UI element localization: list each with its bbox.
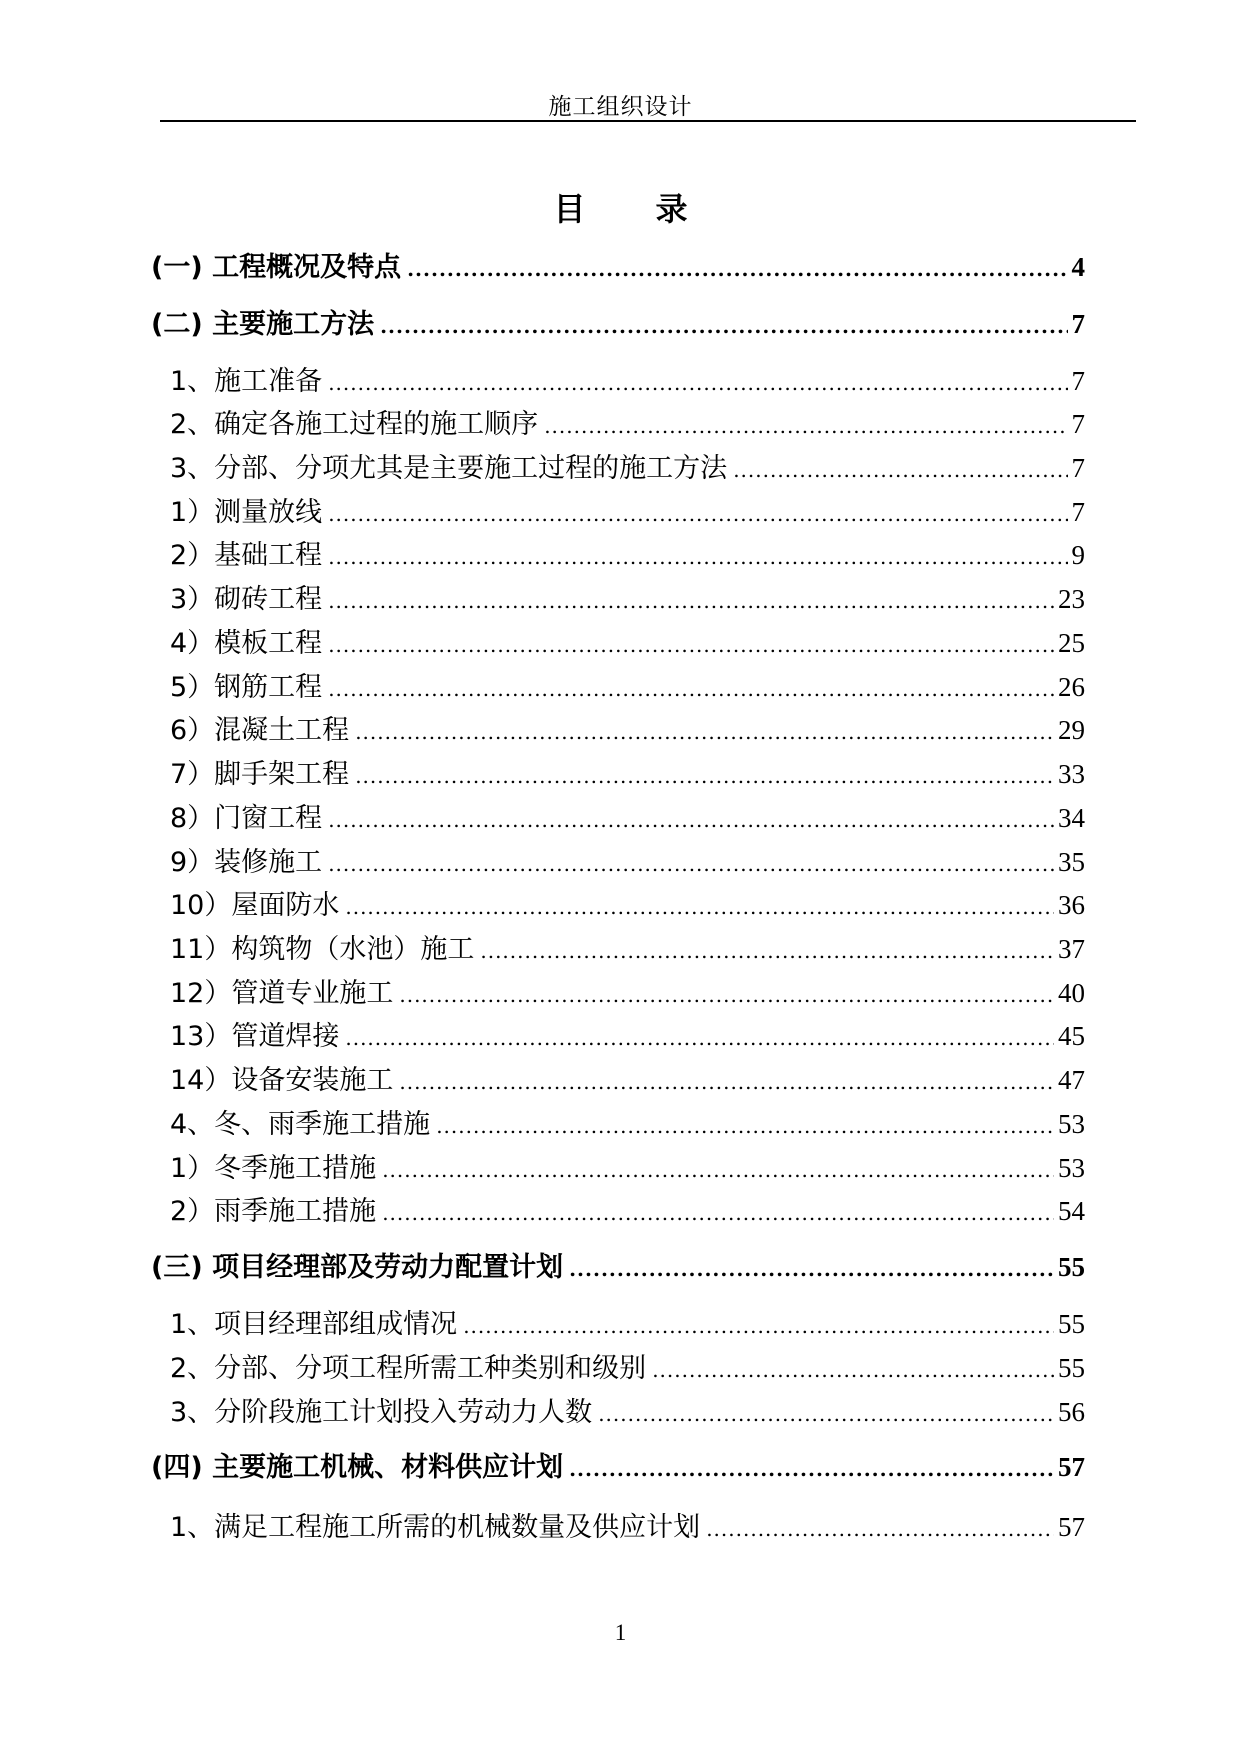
toc-entry-page: 53 — [1058, 1109, 1085, 1139]
toc-entry-label: 1）冬季施工措施 — [170, 1153, 377, 1184]
toc-entry-label: 12）管道专业施工 — [170, 978, 394, 1009]
toc-entry-page: 34 — [1058, 803, 1085, 833]
toc-entry-page: 57 — [1058, 1512, 1085, 1542]
toc-entry-page: 26 — [1058, 672, 1085, 702]
dot-leader — [569, 1457, 1054, 1481]
toc-entry-label: 4、冬、雨季施工措施 — [170, 1109, 431, 1140]
toc-entry-page: 57 — [1058, 1452, 1085, 1482]
toc-entry[interactable] — [170, 402, 1085, 441]
toc-title-left: 目 — [553, 190, 586, 228]
dot-leader — [328, 502, 1067, 526]
toc-entry[interactable] — [170, 446, 1085, 485]
toc-entry[interactable] — [170, 971, 1085, 1010]
toc-entry[interactable] — [170, 883, 1085, 922]
dot-leader — [399, 1070, 1054, 1094]
toc-entry-label: 1、施工准备 — [170, 366, 323, 397]
dot-leader — [380, 314, 1067, 338]
toc-entry[interactable] — [170, 577, 1085, 616]
dot-leader — [407, 257, 1067, 281]
dot-leader — [355, 764, 1054, 788]
toc-entry-page: 7 — [1071, 366, 1085, 396]
toc-entry-label: 5）钢筋工程 — [170, 672, 323, 703]
toc-entry-page: 55 — [1058, 1252, 1085, 1282]
toc-entry-page: 7 — [1071, 409, 1085, 439]
dot-leader — [399, 983, 1054, 1007]
toc-entry[interactable] — [170, 1189, 1085, 1228]
toc-entry[interactable] — [151, 302, 1085, 341]
toc-entry-page: 37 — [1058, 934, 1085, 964]
toc-entry-page: 23 — [1058, 584, 1085, 614]
toc-entry[interactable] — [170, 359, 1085, 398]
toc-entry[interactable] — [151, 1245, 1085, 1284]
dot-leader — [733, 458, 1067, 482]
toc-entry-page: 45 — [1058, 1021, 1085, 1051]
toc-entry-page: 4 — [1071, 252, 1085, 282]
dot-leader — [569, 1257, 1054, 1281]
toc-entry-label: 2、分部、分项工程所需工种类别和级别 — [170, 1353, 647, 1384]
dot-leader — [544, 414, 1067, 438]
toc-title-right: 录 — [655, 190, 688, 228]
toc-entry[interactable] — [170, 621, 1085, 660]
dot-leader — [480, 939, 1054, 963]
toc-entry-label: 3、分阶段施工计划投入劳动力人数 — [170, 1397, 593, 1428]
page-number: 1 — [614, 1620, 627, 1645]
dot-leader — [706, 1517, 1054, 1541]
toc-entry-label: (三) 项目经理部及劳动力配置计划 — [151, 1252, 564, 1283]
toc-entry-page: 55 — [1058, 1353, 1085, 1383]
toc-entry-label: 8）门窗工程 — [170, 803, 323, 834]
dot-leader — [652, 1358, 1054, 1382]
toc-entry[interactable] — [170, 1390, 1085, 1429]
running-header: 施工组织设计 — [548, 94, 693, 120]
toc-entry-label: 9）装修施工 — [170, 847, 323, 878]
dot-leader — [382, 1158, 1054, 1182]
toc-entry-label: 10）屋面防水 — [170, 890, 340, 921]
toc-entry[interactable] — [170, 1505, 1085, 1544]
toc-entry-page: 36 — [1058, 890, 1085, 920]
dot-leader — [328, 589, 1054, 613]
toc-entry-page: 47 — [1058, 1065, 1085, 1095]
toc-entry-page: 33 — [1058, 759, 1085, 789]
toc-entry-page: 25 — [1058, 628, 1085, 658]
dot-leader — [328, 808, 1054, 832]
toc-entry-page: 54 — [1058, 1196, 1085, 1226]
dot-leader — [328, 371, 1067, 395]
toc-entry[interactable] — [170, 796, 1085, 835]
toc-entry-label: 13）管道焊接 — [170, 1021, 340, 1052]
dot-leader — [328, 633, 1054, 657]
toc-entry[interactable] — [151, 245, 1085, 284]
toc-entry[interactable] — [170, 1302, 1085, 1341]
toc-entry-label: 2）雨季施工措施 — [170, 1196, 377, 1227]
toc-entry[interactable] — [170, 708, 1085, 747]
toc-entry-label: 7）脚手架工程 — [170, 759, 350, 790]
dot-leader — [382, 1201, 1054, 1225]
toc-entry-label: 3、分部、分项尤其是主要施工过程的施工方法 — [170, 453, 728, 484]
dot-leader — [328, 545, 1067, 569]
toc-entry-label: 1）测量放线 — [170, 497, 323, 528]
toc-entry-page: 29 — [1058, 715, 1085, 745]
toc-entry-label: 11）构筑物（水池）施工 — [170, 934, 475, 965]
dot-leader — [345, 1026, 1054, 1050]
toc-entry-label: (一) 工程概况及特点 — [151, 252, 402, 283]
toc-entry[interactable] — [170, 927, 1085, 966]
toc-entry[interactable] — [151, 1445, 1085, 1484]
toc-entry-label: 3）砌砖工程 — [170, 584, 323, 615]
dot-leader — [328, 852, 1054, 876]
toc-entry-page: 53 — [1058, 1153, 1085, 1183]
toc-entry[interactable] — [170, 840, 1085, 879]
toc-entry-label: 1、满足工程施工所需的机械数量及供应计划 — [170, 1512, 701, 1543]
toc-entry-label: (四) 主要施工机械、材料供应计划 — [151, 1452, 564, 1483]
toc-entry[interactable] — [170, 1346, 1085, 1385]
toc-entry[interactable] — [170, 1102, 1085, 1141]
toc-entry-page: 7 — [1071, 309, 1085, 339]
toc-entry-page: 7 — [1071, 497, 1085, 527]
toc-entry-label: 1、项目经理部组成情况 — [170, 1309, 458, 1340]
toc-entry-page: 35 — [1058, 847, 1085, 877]
toc-entry-label: 2、确定各施工过程的施工顺序 — [170, 409, 539, 440]
toc-entry-page: 40 — [1058, 978, 1085, 1008]
toc-entry[interactable] — [170, 1014, 1085, 1053]
toc-entry-page: 7 — [1071, 453, 1085, 483]
toc-entry-label: 14）设备安装施工 — [170, 1065, 394, 1096]
toc-entry-label: (二) 主要施工方法 — [151, 309, 375, 340]
toc-entry[interactable] — [170, 490, 1085, 529]
toc-entry[interactable] — [170, 752, 1085, 791]
dot-leader — [463, 1314, 1054, 1338]
toc-entry[interactable] — [170, 1058, 1085, 1097]
dot-leader — [328, 677, 1054, 701]
toc-entry[interactable] — [170, 533, 1085, 572]
toc-entry[interactable] — [170, 1146, 1085, 1185]
dot-leader — [355, 720, 1054, 744]
dot-leader — [436, 1114, 1054, 1138]
toc-entry-label: 6）混凝土工程 — [170, 715, 350, 746]
dot-leader — [598, 1402, 1054, 1426]
toc-entry-page: 9 — [1071, 540, 1085, 570]
dot-leader — [345, 895, 1054, 919]
toc-entry-page: 56 — [1058, 1397, 1085, 1427]
toc-entry-label: 4）模板工程 — [170, 628, 323, 659]
toc-entry-page: 55 — [1058, 1309, 1085, 1339]
toc-entry[interactable] — [170, 665, 1085, 704]
toc-entry-label: 2）基础工程 — [170, 540, 323, 571]
